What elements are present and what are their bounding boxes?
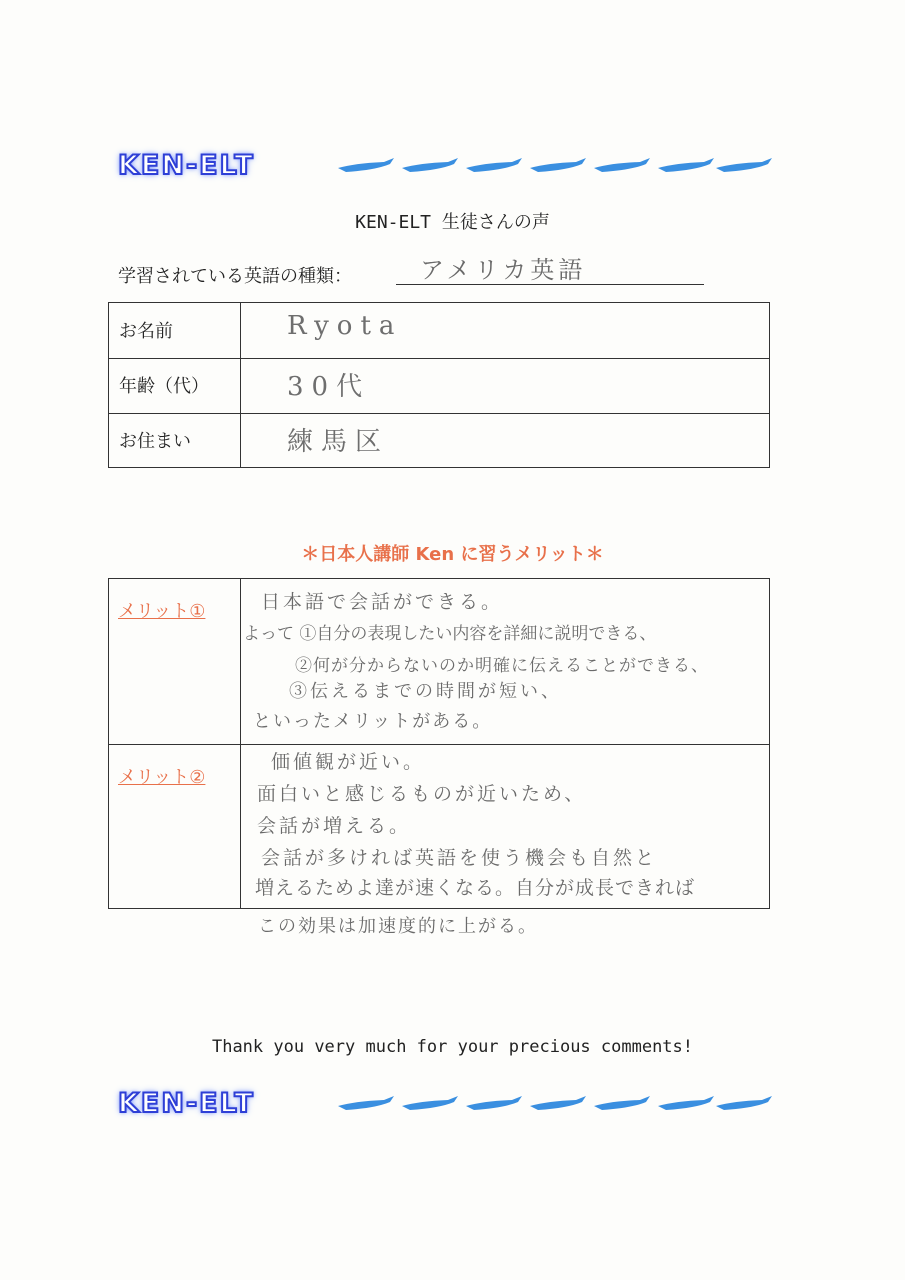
top-banner: [118, 148, 768, 182]
merit2-line: 会話が増える。: [257, 815, 412, 837]
page-title: KEN-ELT 生徒さんの声: [355, 212, 550, 233]
merit2-label: メリット②: [118, 767, 206, 788]
airplane-icon: [336, 154, 396, 176]
airplane-icon: [336, 1092, 396, 1114]
merit1-line: ②何が分からないのか明確に伝えることができる、: [295, 656, 709, 676]
airplane-icon: [714, 154, 774, 176]
merit1-line: 日本語で会話ができる。: [261, 591, 504, 613]
name-row: [109, 303, 769, 359]
airplane-icon: [464, 154, 524, 176]
airplane-icon: [528, 1092, 588, 1114]
name-label: お名前: [119, 321, 173, 342]
airplane-icon: [592, 1092, 652, 1114]
thanks-message: Thank you very much for your precious comments!: [211, 1037, 694, 1057]
merit-section-title: ＊日本人講師 Ken に習うメリット＊: [301, 544, 604, 565]
residence-label: お住まい: [119, 431, 191, 452]
airplane-icon: [400, 154, 460, 176]
profile-table: [108, 302, 770, 468]
age-label: 年齢（代）: [119, 376, 209, 397]
airplane-icon: [592, 154, 652, 176]
ken-elt-logo: KEN-ELT: [118, 150, 255, 181]
merit2-line: 面白いと感じるものが近いため、: [257, 783, 587, 805]
table-divider: [109, 744, 769, 745]
merit1-line: といったメリットがある。: [253, 711, 493, 732]
airplane-icon: [656, 154, 716, 176]
merit1-line: よって ①自分の表現したい内容を詳細に説明できる、: [243, 624, 657, 644]
residence-row: [109, 413, 769, 468]
ken-elt-logo: KEN-ELT: [118, 1088, 255, 1119]
merit2-line: この効果は加速度的に上がる。: [258, 916, 538, 937]
bottom-banner: [118, 1086, 768, 1120]
airplane-icon: [656, 1092, 716, 1114]
merit1-line: ③伝えるまでの時間が短い、: [289, 681, 562, 702]
merit1-label: メリット①: [118, 601, 206, 622]
name-value: Ryota: [287, 311, 403, 341]
age-value: 30代: [287, 372, 371, 402]
airplane-icon: [400, 1092, 460, 1114]
english-type-value: アメリカ英語: [420, 256, 587, 284]
english-type-label: 学習されている英語の種類：: [118, 266, 352, 287]
merit2-line: 増えるためよ達が速くなる。自分が成長できれば: [255, 877, 696, 899]
airplane-icon: [528, 154, 588, 176]
age-row: [109, 358, 769, 414]
merit2-line: 価値観が近い。: [271, 751, 426, 773]
residence-value: 練馬区: [287, 427, 390, 457]
merit-table: [108, 578, 770, 909]
merit2-line: 会話が多ければ英語を使う機会も自然と: [261, 847, 658, 869]
airplane-icon: [714, 1092, 774, 1114]
airplane-icon: [464, 1092, 524, 1114]
